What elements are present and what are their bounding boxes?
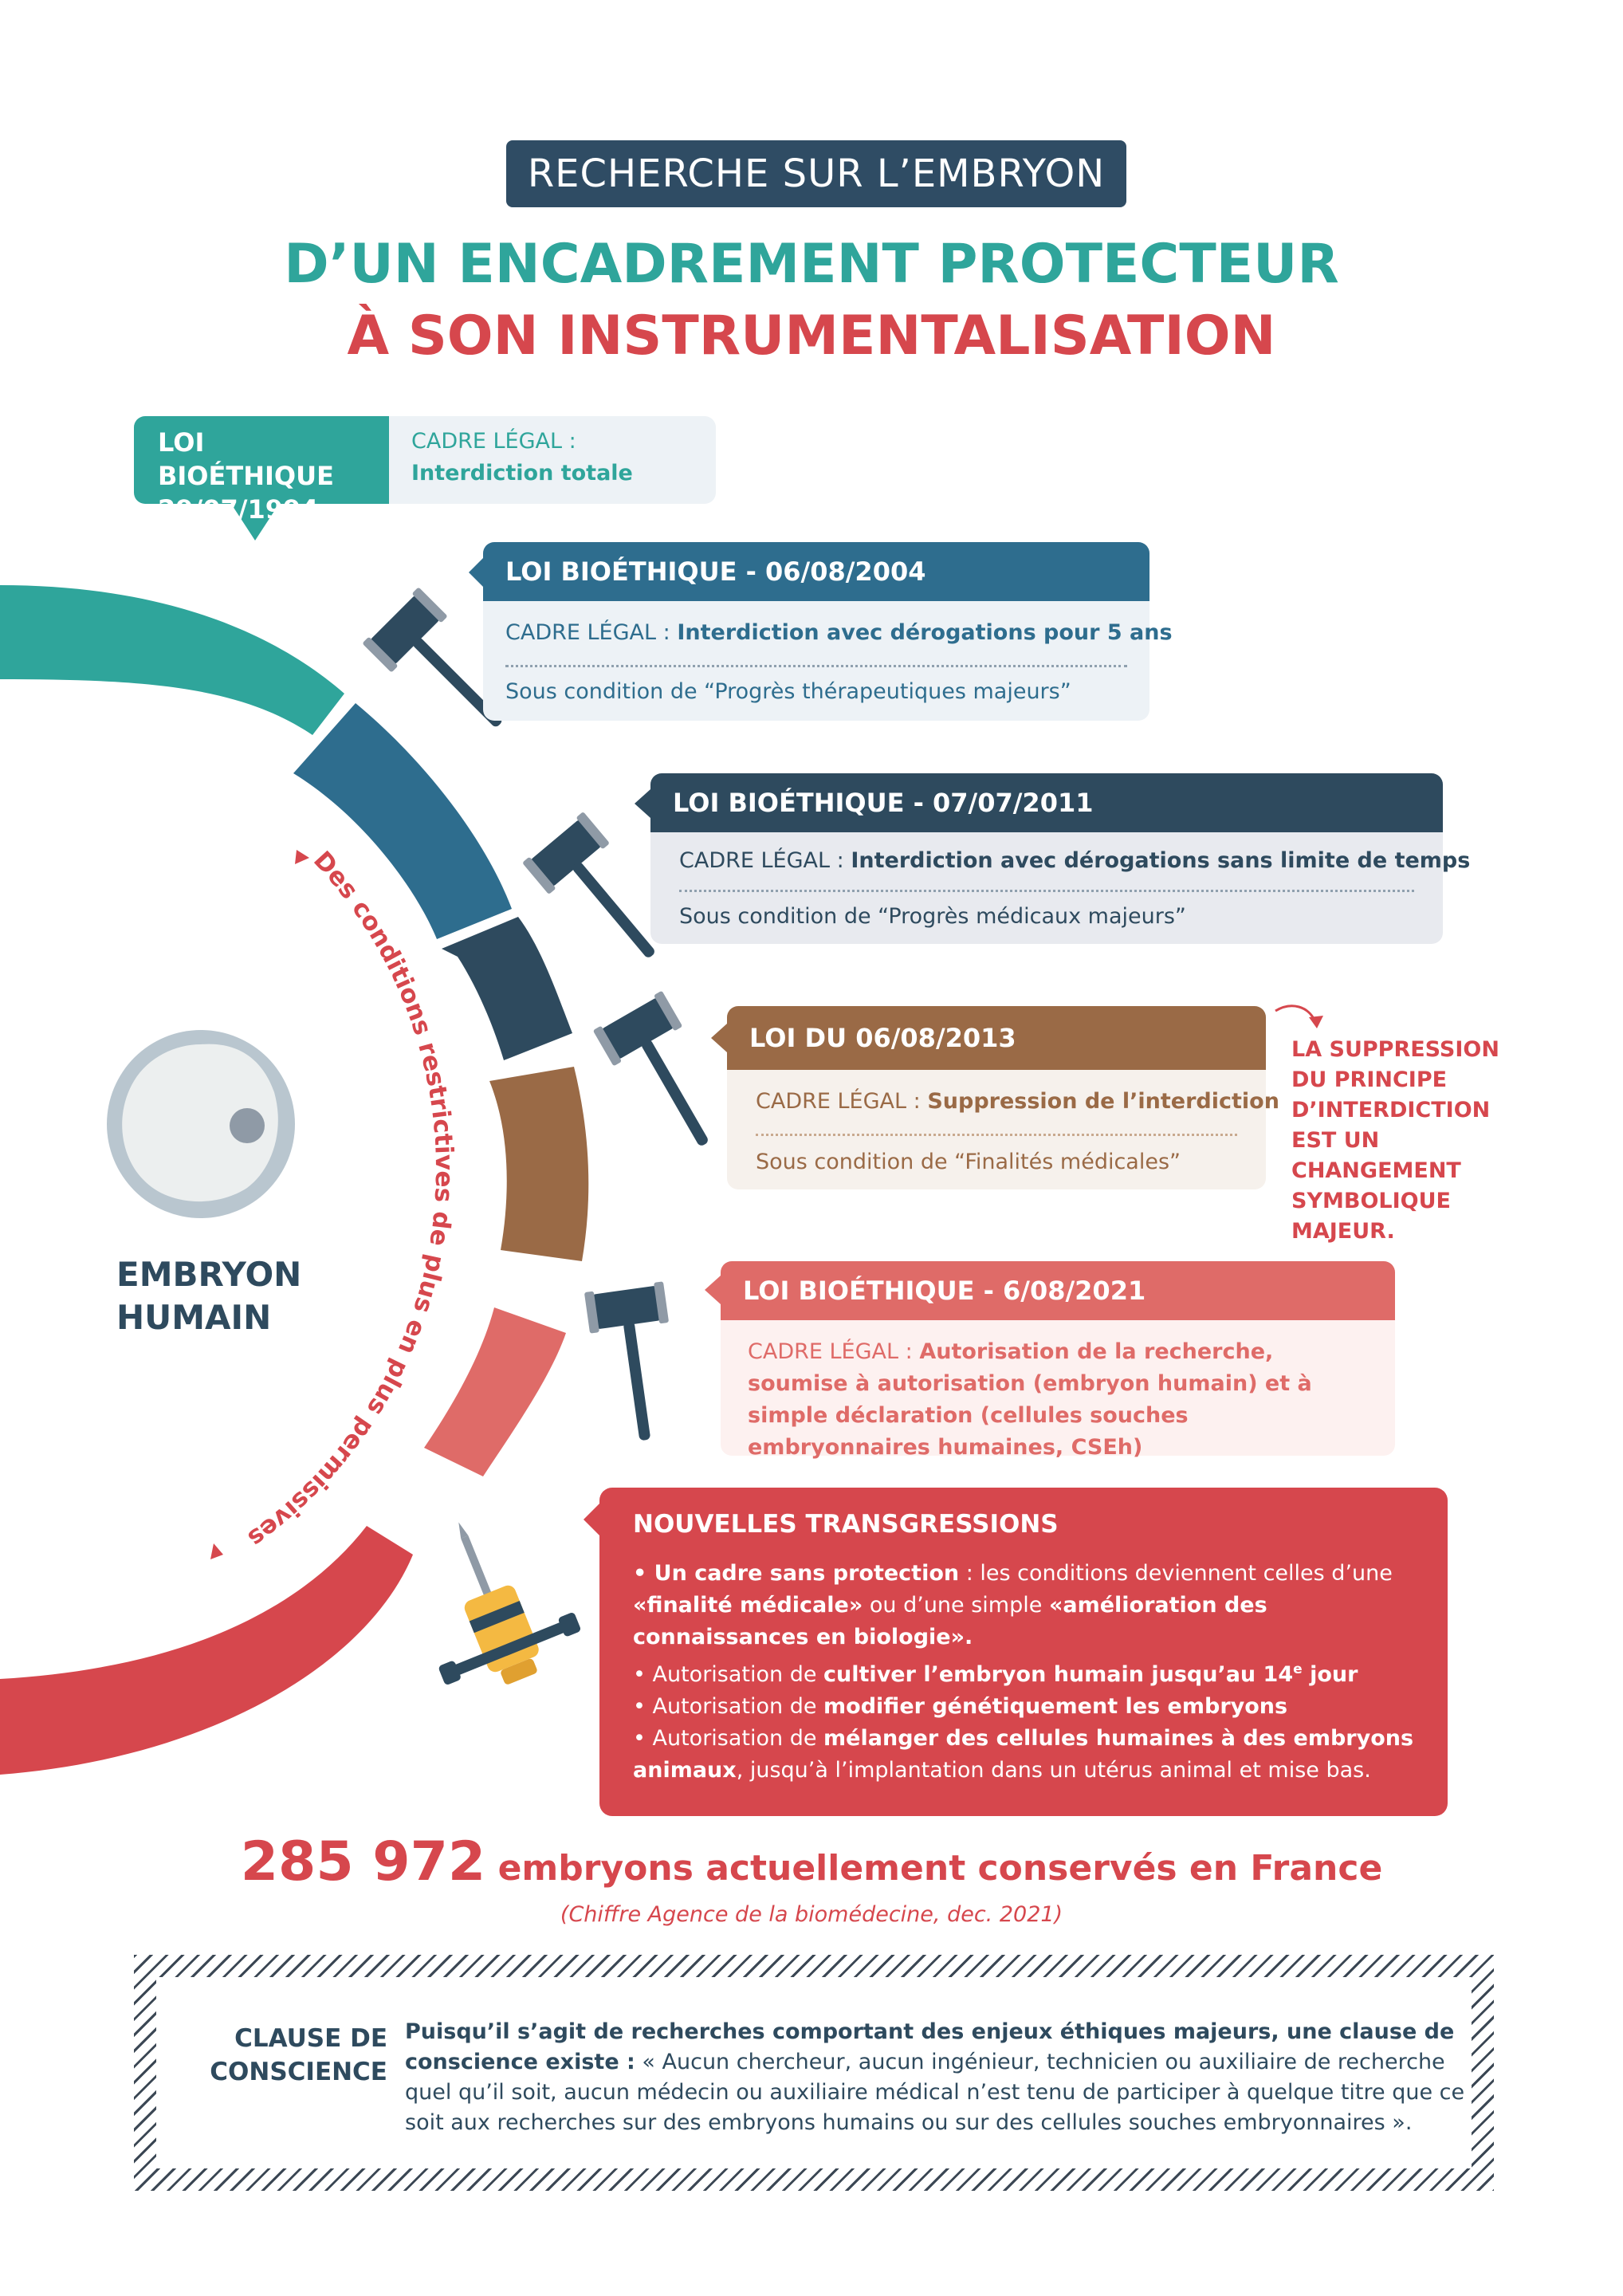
law-2011-cadre-value: Interdiction avec dérogations sans limite de temps <box>851 848 1471 873</box>
list-item: • Autorisation de modifier génétiquement les embryons <box>633 1694 1288 1719</box>
law-2004-cadre-label: CADRE LÉGAL : <box>505 620 670 645</box>
stat-source: (Chiffre Agence de la biomédecine, dec. 2021) <box>560 1902 1063 1927</box>
law-1994-cadre-value: Interdiction totale <box>411 461 633 486</box>
side-note: LA SUPPRESSION DU PRINCIPE D’INTERDICTION EST UN CHANGEMENT SYMBOLIQUE MAJEUR. <box>1291 1037 1499 1244</box>
embryo-count-number: 285 972 <box>240 1830 486 1893</box>
law-2004-body <box>483 601 1173 721</box>
law-2021-cadre <box>748 1336 1377 1464</box>
law-2004-cadre-value: Interdiction avec dérogations pour 5 ans <box>677 620 1173 645</box>
law-2013-cadre <box>756 1089 1279 1114</box>
law-2011-cadre-label: CADRE LÉGAL : <box>679 848 844 873</box>
conscience-clause-text: Puisqu’il s’agit de recherches comportant des enjeux éthiques majeurs, une clause de conscience existe : « Aucun chercheur, aucun ingénieur, technicien ou auxiliaire de recherche quel qu’il soit, aucun médecin ou auxiliaire médical n’est tenu de participer à quelque titre que ce soit aux recherches sur des embryons humains ou sur des cellules souches embryonnaires ». <box>405 2019 1465 2135</box>
law-2013-body <box>727 1070 1279 1189</box>
law-2013-condition: Sous condition de “Finalités médicales” <box>756 1150 1181 1174</box>
law-1994-title-line1: LOI BIOÉTHIQUE <box>158 427 334 491</box>
law-2011-header: LOI BIOÉTHIQUE - 07/07/2011 <box>650 773 1443 832</box>
embryo-label <box>116 1253 356 1339</box>
new-transgressions-box <box>599 1488 1448 1816</box>
arc-label: Des conditions restrictives de plus en plus permissives <box>242 845 459 1553</box>
embryo-count-text: embryons actuellement conservés en France <box>485 1848 1383 1889</box>
law-2011-body <box>650 832 1471 944</box>
separator <box>505 665 1127 667</box>
law-2011-cadre <box>679 848 1470 873</box>
law-1994-body <box>389 416 716 504</box>
separator <box>756 1134 1237 1136</box>
law-1994-header <box>134 416 389 525</box>
conscience-clause-title: CLAUSE DE CONSCIENCE <box>210 2024 387 2086</box>
law-2013-header: LOI DU 06/08/2013 <box>727 1006 1266 1070</box>
law-1994-title-line2: 29/07/1994 <box>158 494 319 525</box>
law-2021-header: LOI BIOÉTHIQUE - 6/08/2021 <box>721 1261 1395 1320</box>
kicker-badge: RECHERCHE SUR L’EMBRYON <box>506 140 1126 207</box>
conscience-clause-inner <box>156 1977 1472 2168</box>
law-2004-cadre <box>505 620 1173 645</box>
law-2021-cadre-label: CADRE LÉGAL : <box>748 1339 913 1364</box>
law-2021-cadre-value: Autorisation de la recherche, soumise à autorisation (embryon humain) et à simple déclaration (cellules souches embryonnaires humaines, CSEh) <box>748 1339 1312 1460</box>
list-item: • Un cadre sans protection : les conditions deviennent celles d’une «finalité médicale» ou d’une simple «amélioration des connaissances en biologie». <box>633 1561 1393 1649</box>
law-2011-condition: Sous condition de “Progrès médicaux majeurs” <box>679 904 1186 929</box>
law-2004-header: LOI BIOÉTHIQUE - 06/08/2004 <box>483 542 1149 601</box>
law-2004-condition: Sous condition de “Progrès thérapeutiques majeurs” <box>505 679 1071 704</box>
separator <box>679 890 1414 892</box>
new-transgressions-list <box>633 1558 1422 1787</box>
page-title-line2: À SON INSTRUMENTALISATION <box>347 305 1276 368</box>
embryo-label-line2: HUMAIN <box>116 1298 272 1337</box>
embryo-count-stat <box>0 1830 1623 1893</box>
law-1994-cadre-label: CADRE LÉGAL : <box>411 429 576 454</box>
law-2013-cadre-label: CADRE LÉGAL : <box>756 1089 921 1114</box>
embryo-label-line1: EMBRYON <box>116 1255 302 1294</box>
svg-text:Des conditions restrictives de <box>242 846 458 1553</box>
conscience-clause-box <box>134 1955 1494 2191</box>
law-2021-body <box>721 1320 1395 1460</box>
law-2013-cadre-value: Suppression de l’interdiction <box>927 1089 1279 1114</box>
list-item: • Autorisation de mélanger des cellules humaines à des embryons animaux, jusqu’à l’implantation dans un utérus animal et mise bas. <box>633 1726 1414 1783</box>
page-title-line1: D’UN ENCADREMENT PROTECTEUR <box>284 233 1339 296</box>
list-item: • Autorisation de cultiver l’embryon humain jusqu’au 14e jour <box>633 1661 1358 1687</box>
new-transgressions-title: NOUVELLES TRANSGRESSIONS <box>633 1510 1059 1539</box>
